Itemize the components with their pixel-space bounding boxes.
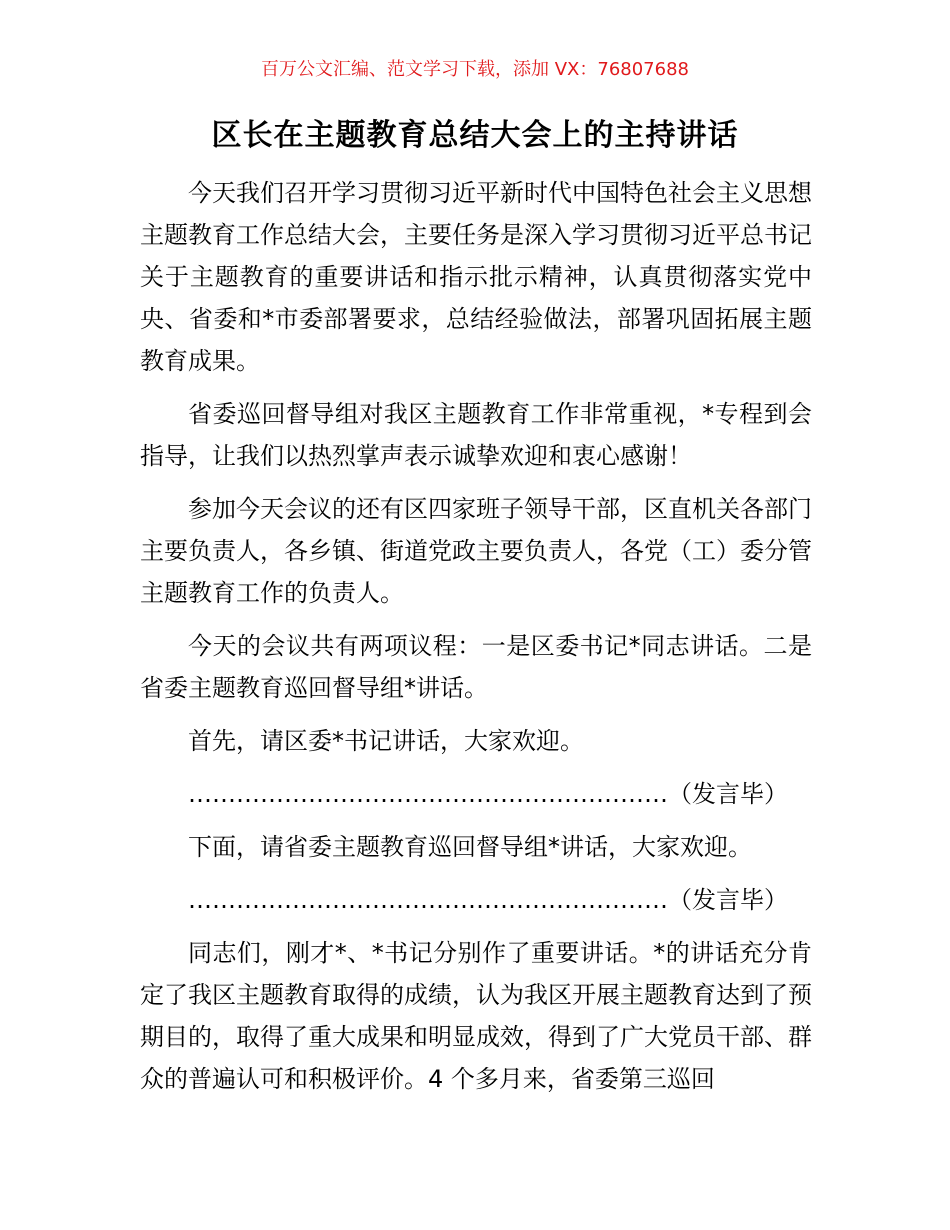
paragraph-speech-end-1: ……………………………………………………（发言毕） xyxy=(188,780,788,808)
paragraph-second-speaker: 下面，请省委主题教育巡回督导组*讲话，大家欢迎。 xyxy=(188,833,752,861)
paragraph-attendees: 参加今天会议的还有区四家班子领导干部，区直机关各部门主要负责人，各乡镇、街道党政主要负责人，各党（工）委分管主题教育工作的负责人。 xyxy=(140,495,812,607)
paragraph-agenda: 今天的会议共有两项议程：一是区委书记*同志讲话。二是省委主题教育巡回督导组*讲话。 xyxy=(140,632,812,702)
document-body xyxy=(140,172,812,1111)
paragraph-summary: 同志们，刚才*、*书记分别作了重要讲话。*的讲话充分肯定了我区主题教育取得的成绩，认为我区开展主题教育达到了预期目的，取得了重大成果和明显成效，得到了广大党员干部、群众的普遍认可和积极评价。4 个多月来，省委第三巡回 xyxy=(140,939,812,1093)
paragraph-speech-end-2: ……………………………………………………（发言毕） xyxy=(188,886,788,914)
watermark-header: 百万公文汇编、范文学习下载，添加 VX：76807688 xyxy=(261,59,689,80)
paragraph-welcome-supervisors: 省委巡回督导组对我区主题教育工作非常重视，*专程到会指导，让我们以热烈掌声表示诚挚欢迎和衷心感谢！ xyxy=(140,400,812,470)
document-title: 区长在主题教育总结大会上的主持讲话 xyxy=(211,118,739,153)
paragraph-opening: 今天我们召开学习贯彻习近平新时代中国特色社会主义思想主题教育工作总结大会，主要任务是深入学习贯彻习近平总书记关于主题教育的重要讲话和指示批示精神，认真贯彻落实党中央、省委和*市委部署要求，总结经验做法，部署巩固拓展主题教育成果。 xyxy=(140,179,812,375)
paragraph-first-speaker: 首先，请区委*书记讲话，大家欢迎。 xyxy=(188,727,584,755)
